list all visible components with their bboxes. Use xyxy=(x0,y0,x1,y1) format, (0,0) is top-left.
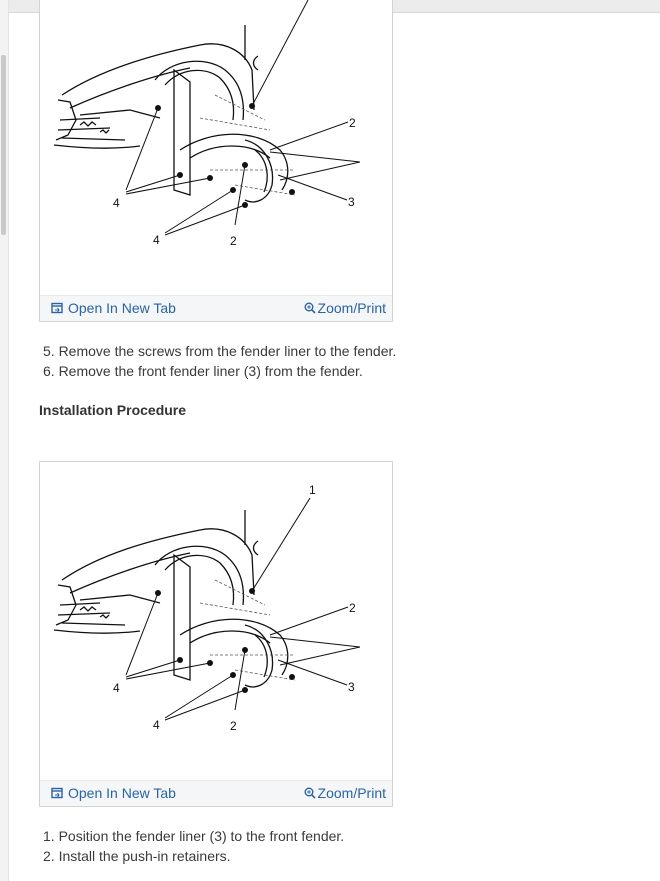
zoom-print-label: Zoom/Print xyxy=(317,300,386,316)
open-in-new-tab-icon xyxy=(51,302,63,314)
callout-label: 1 xyxy=(309,483,316,497)
list-item: 5. Remove the screws from the fender liner to the fender. xyxy=(43,343,397,359)
figure-toolbar xyxy=(40,780,392,806)
installation-steps-list xyxy=(43,827,344,866)
figure-toolbar xyxy=(40,295,392,321)
installation-heading: Installation Procedure xyxy=(39,402,187,418)
callout-label: 2 xyxy=(349,601,356,615)
open-in-new-tab-link[interactable] xyxy=(51,300,176,316)
open-in-new-tab-label: Open In New Tab xyxy=(68,785,176,801)
callout-label: 3 xyxy=(348,195,355,209)
removal-steps-list xyxy=(43,342,396,381)
list-item: 1. Position the fender liner (3) to the front fender. xyxy=(43,828,345,844)
zoom-print-label: Zoom/Print xyxy=(317,785,386,801)
fender-liner-diagram xyxy=(40,462,392,782)
fender-liner-diagram xyxy=(40,0,392,296)
zoom-in-icon xyxy=(304,302,316,314)
zoom-in-icon xyxy=(304,787,316,799)
list-item: 6. Remove the front fender liner (3) from the fender. xyxy=(43,362,363,379)
scrollbar-thumb[interactable] xyxy=(1,55,6,235)
callout-label: 4 xyxy=(113,681,120,695)
open-in-new-tab-label: Open In New Tab xyxy=(68,300,176,316)
callout-label: 4 xyxy=(153,718,160,732)
callout-label: 3 xyxy=(348,680,355,694)
figure-fender-liner-installation xyxy=(39,461,393,807)
callout-label: 4 xyxy=(113,196,120,210)
zoom-print-link[interactable] xyxy=(304,300,386,316)
scrollbar-track[interactable] xyxy=(0,0,9,881)
callout-label: 2 xyxy=(230,719,237,733)
callout-label: 4 xyxy=(153,233,160,247)
zoom-print-link[interactable] xyxy=(304,785,386,801)
list-item: 2. Install the push-in retainers. xyxy=(43,847,231,864)
open-in-new-tab-link[interactable] xyxy=(51,785,176,801)
callout-label: 2 xyxy=(349,116,356,130)
figure-fender-liner-removal xyxy=(39,0,393,322)
callout-label: 2 xyxy=(230,234,237,248)
open-in-new-tab-icon xyxy=(51,787,63,799)
